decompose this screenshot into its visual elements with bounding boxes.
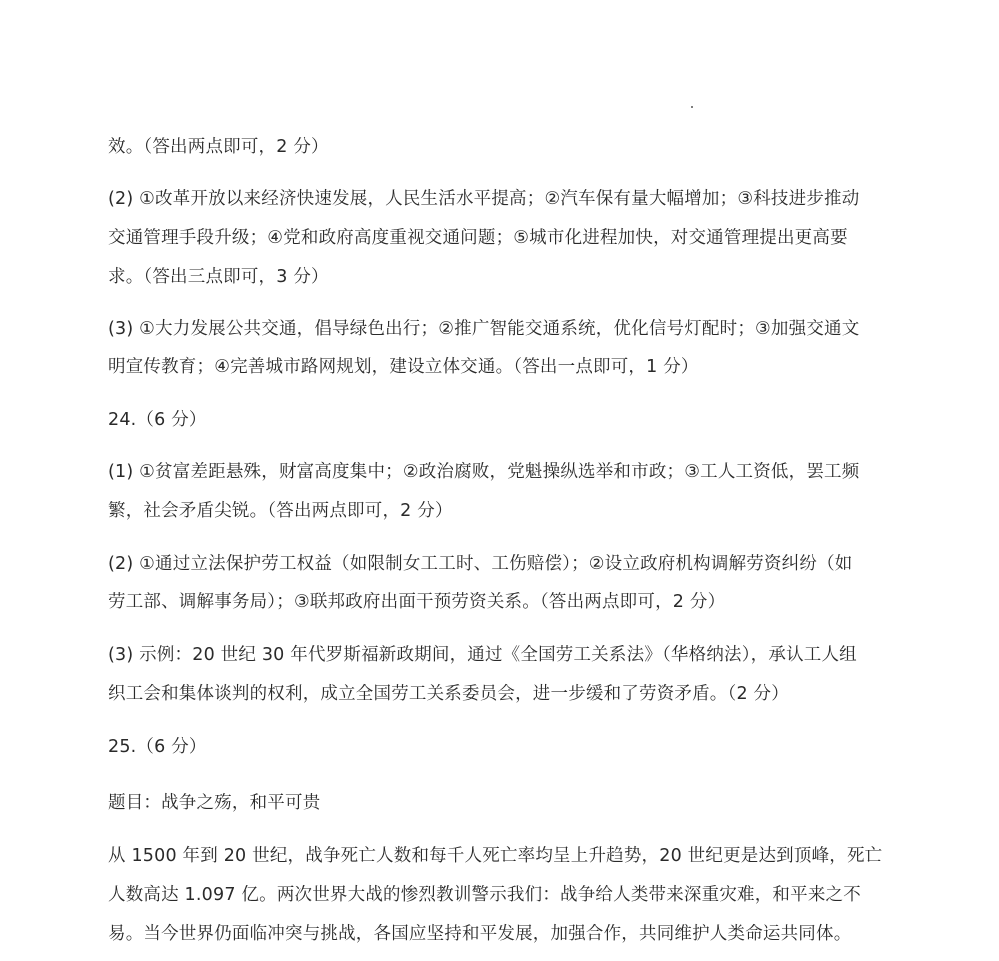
text-line: 明宣传教育；④完善城市路网规划，建设立体交通。（答出一点即可，1 分） [108,357,699,377]
text-line: (2) ①改革开放以来经济快速发展，人民生活水平提高；②汽车保有量大幅增加；③科技进步推动 [108,189,860,209]
text-line: (3) 示例：20 世纪 30 年代罗斯福新政期间，通过《全国劳工关系法》（华格纳法），承认工人组 [108,645,857,665]
text-line: 人数高达 1.097 亿。两次世界大战的惨烈教训警示我们：战争给人类带来深重灾难，和平来之不 [108,885,861,905]
scan-speck [691,106,693,108]
text-line: 求。（答出三点即可，3 分） [108,267,329,287]
section-heading: 25.（6 分） [108,737,207,757]
text-line: (1) ①贫富差距悬殊，财富高度集中；②政治腐败，党魁操纵选举和市政；③工人工资低，罢工频 [108,462,860,482]
text-line: 劳工部、调解事务局）；③联邦政府出面干预劳资关系。（答出两点即可，2 分） [108,592,726,612]
section-heading: 24.（6 分） [108,410,207,430]
text-line: 效。（答出两点即可，2 分） [108,137,329,157]
text-line: 织工会和集体谈判的权利，成立全国劳工关系委员会，进一步缓和了劳资矛盾。（2 分） [108,684,789,704]
essay-title: 题目：战争之殇，和平可贵 [108,793,321,813]
text-line: (3) ①大力发展公共交通，倡导绿色出行；②推广智能交通系统，优化信号灯配时；③加强交通文 [108,319,860,339]
text-line: 交通管理手段升级；④党和政府高度重视交通问题；⑤城市化进程加快，对交通管理提出更高要 [108,228,848,248]
text-line: 从 1500 年到 20 世纪，战争死亡人数和每千人死亡率均呈上升趋势，20 世纪更是达到顶峰，死亡 [108,846,883,866]
text-line: 易。当今世界仍面临冲突与挑战，各国应坚持和平发展，加强合作，共同维护人类命运共同体。 [108,924,852,944]
text-line: 繁，社会矛盾尖锐。（答出两点即可，2 分） [108,501,453,521]
text-line: (2) ①通过立法保护劳工权益（如限制女工工时、工伤赔偿）；②设立政府机构调解劳资纠纷（如 [108,554,853,574]
